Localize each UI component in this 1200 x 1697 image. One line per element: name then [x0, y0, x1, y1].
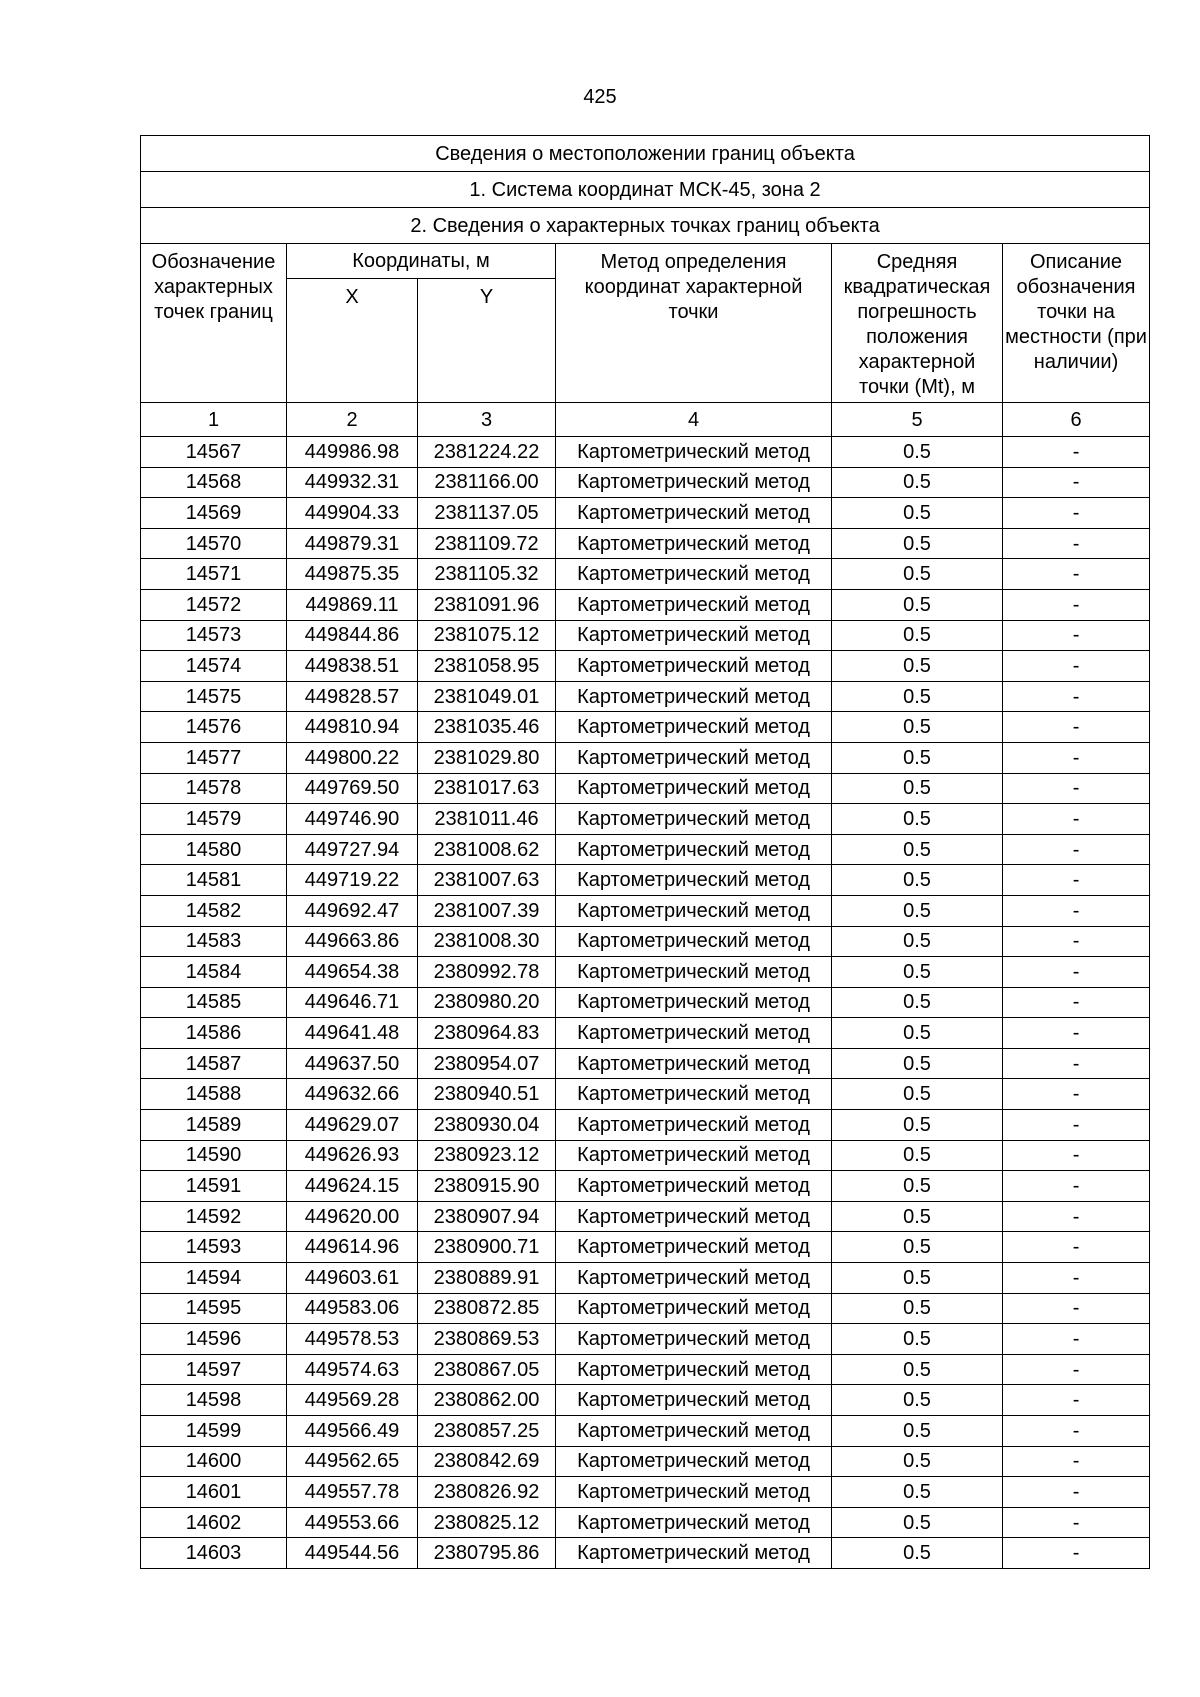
table-row: [141, 834, 1150, 865]
column-number: 3: [418, 403, 556, 437]
table-row: [141, 804, 1150, 835]
y-coordinate-cell: 2380940.51: [418, 1079, 556, 1110]
error-cell: 0.5: [832, 1232, 1003, 1263]
description-cell: -: [1003, 865, 1150, 896]
x-coordinate-cell: 449637.50: [287, 1048, 418, 1079]
description-cell: -: [1003, 926, 1150, 957]
error-cell: 0.5: [832, 1354, 1003, 1385]
y-coordinate-cell: 2380857.25: [418, 1416, 556, 1447]
method-cell: Картометрический метод: [556, 957, 832, 988]
point-id-cell: 14582: [141, 895, 287, 926]
error-cell: 0.5: [832, 804, 1003, 835]
y-coordinate-cell: 2381007.39: [418, 895, 556, 926]
method-cell: Картометрический метод: [556, 589, 832, 620]
x-coordinate-cell: 449727.94: [287, 834, 418, 865]
y-coordinate-cell: 2380964.83: [418, 1018, 556, 1049]
method-cell: Картометрический метод: [556, 681, 832, 712]
y-coordinate-cell: 2381008.62: [418, 834, 556, 865]
point-id-cell: 14600: [141, 1446, 287, 1477]
method-cell: Картометрический метод: [556, 1232, 832, 1263]
method-cell: Картометрический метод: [556, 926, 832, 957]
x-coordinate-cell: 449632.66: [287, 1079, 418, 1110]
point-id-cell: 14603: [141, 1538, 287, 1569]
error-cell: 0.5: [832, 589, 1003, 620]
table-row: [141, 926, 1150, 957]
error-cell: 0.5: [832, 1018, 1003, 1049]
method-cell: Картометрический метод: [556, 895, 832, 926]
x-coordinate-cell: 449626.93: [287, 1140, 418, 1171]
method-cell: Картометрический метод: [556, 834, 832, 865]
description-cell: -: [1003, 987, 1150, 1018]
column-number: 4: [556, 403, 832, 437]
table-row: [141, 1538, 1150, 1569]
description-cell: -: [1003, 1324, 1150, 1355]
table-title-row: [141, 136, 1150, 172]
y-coordinate-cell: 2380980.20: [418, 987, 556, 1018]
x-coordinate-cell: 449574.63: [287, 1354, 418, 1385]
error-cell: 0.5: [832, 1110, 1003, 1141]
x-coordinate-cell: 449663.86: [287, 926, 418, 957]
y-coordinate-cell: 2380825.12: [418, 1507, 556, 1538]
method-cell: Картометрический метод: [556, 1354, 832, 1385]
y-coordinate-cell: 2381017.63: [418, 773, 556, 804]
header-x: X: [287, 279, 418, 403]
error-cell: 0.5: [832, 1079, 1003, 1110]
y-coordinate-cell: 2381058.95: [418, 651, 556, 682]
error-cell: 0.5: [832, 742, 1003, 773]
method-cell: Картометрический метод: [556, 1507, 832, 1538]
method-cell: Картометрический метод: [556, 620, 832, 651]
description-cell: -: [1003, 437, 1150, 468]
table-row: [141, 1416, 1150, 1447]
error-cell: 0.5: [832, 1263, 1003, 1294]
x-coordinate-cell: 449932.31: [287, 467, 418, 498]
y-coordinate-cell: 2380915.90: [418, 1171, 556, 1202]
y-coordinate-cell: 2381109.72: [418, 528, 556, 559]
header-coordinates: Координаты, м: [287, 244, 556, 279]
method-cell: Картометрический метод: [556, 1385, 832, 1416]
description-cell: -: [1003, 742, 1150, 773]
table-row: [141, 1079, 1150, 1110]
method-cell: Картометрический метод: [556, 1416, 832, 1447]
table-row: [141, 1263, 1150, 1294]
x-coordinate-cell: 449844.86: [287, 620, 418, 651]
description-cell: -: [1003, 1354, 1150, 1385]
point-id-cell: 14592: [141, 1201, 287, 1232]
point-id-cell: 14596: [141, 1324, 287, 1355]
method-cell: Картометрический метод: [556, 1324, 832, 1355]
y-coordinate-cell: 2380867.05: [418, 1354, 556, 1385]
error-cell: 0.5: [832, 865, 1003, 896]
point-id-cell: 14575: [141, 681, 287, 712]
header-row-1: [141, 244, 1150, 279]
error-cell: 0.5: [832, 620, 1003, 651]
error-cell: 0.5: [832, 1201, 1003, 1232]
description-cell: -: [1003, 1538, 1150, 1569]
page-number: 425: [583, 86, 617, 108]
x-coordinate-cell: 449578.53: [287, 1324, 418, 1355]
point-id-cell: 14570: [141, 528, 287, 559]
header-description: Описание обозначения точки на местности (при наличии): [1003, 244, 1150, 403]
error-cell: 0.5: [832, 1385, 1003, 1416]
point-id-cell: 14581: [141, 865, 287, 896]
y-coordinate-cell: 2380862.00: [418, 1385, 556, 1416]
error-cell: 0.5: [832, 1416, 1003, 1447]
y-coordinate-cell: 2381137.05: [418, 498, 556, 529]
error-cell: 0.5: [832, 1140, 1003, 1171]
method-cell: Картометрический метод: [556, 1018, 832, 1049]
x-coordinate-cell: 449875.35: [287, 559, 418, 590]
point-id-cell: 14599: [141, 1416, 287, 1447]
description-cell: -: [1003, 1263, 1150, 1294]
x-coordinate-cell: 449838.51: [287, 651, 418, 682]
x-coordinate-cell: 449624.15: [287, 1171, 418, 1202]
error-cell: 0.5: [832, 895, 1003, 926]
x-coordinate-cell: 449746.90: [287, 804, 418, 835]
y-coordinate-cell: 2380795.86: [418, 1538, 556, 1569]
table-row: [141, 987, 1150, 1018]
error-cell: 0.5: [832, 1507, 1003, 1538]
point-id-cell: 14587: [141, 1048, 287, 1079]
description-cell: -: [1003, 1477, 1150, 1508]
point-id-cell: 14571: [141, 559, 287, 590]
description-cell: -: [1003, 1507, 1150, 1538]
point-id-cell: 14577: [141, 742, 287, 773]
x-coordinate-cell: 449646.71: [287, 987, 418, 1018]
point-id-cell: 14602: [141, 1507, 287, 1538]
point-id-cell: 14595: [141, 1293, 287, 1324]
method-cell: Картометрический метод: [556, 1201, 832, 1232]
description-cell: -: [1003, 559, 1150, 590]
table-row: [141, 1446, 1150, 1477]
description-cell: -: [1003, 895, 1150, 926]
error-cell: 0.5: [832, 1171, 1003, 1202]
y-coordinate-cell: 2381029.80: [418, 742, 556, 773]
header-method: Метод определения координат характерной точки: [556, 244, 832, 403]
method-cell: Картометрический метод: [556, 498, 832, 529]
y-coordinate-cell: 2381008.30: [418, 926, 556, 957]
table-row: [141, 559, 1150, 590]
description-cell: -: [1003, 834, 1150, 865]
description-cell: -: [1003, 651, 1150, 682]
table-row: [141, 1507, 1150, 1538]
y-coordinate-cell: 2381105.32: [418, 559, 556, 590]
error-cell: 0.5: [832, 559, 1003, 590]
point-id-cell: 14578: [141, 773, 287, 804]
point-id-cell: 14568: [141, 467, 287, 498]
error-cell: 0.5: [832, 957, 1003, 988]
error-cell: 0.5: [832, 681, 1003, 712]
column-number: 6: [1003, 403, 1150, 437]
table-row: [141, 957, 1150, 988]
point-id-cell: 14579: [141, 804, 287, 835]
point-id-cell: 14567: [141, 437, 287, 468]
description-cell: -: [1003, 620, 1150, 651]
point-id-cell: 14586: [141, 1018, 287, 1049]
point-id-cell: 14584: [141, 957, 287, 988]
table-body: [141, 136, 1150, 1569]
method-cell: Картометрический метод: [556, 651, 832, 682]
x-coordinate-cell: 449566.49: [287, 1416, 418, 1447]
error-cell: 0.5: [832, 834, 1003, 865]
table-row: [141, 498, 1150, 529]
x-coordinate-cell: 449769.50: [287, 773, 418, 804]
table-row: [141, 437, 1150, 468]
x-coordinate-cell: 449557.78: [287, 1477, 418, 1508]
y-coordinate-cell: 2381091.96: [418, 589, 556, 620]
header-error: Средняя квадратическая погрешность положения характерной точки (Mt), м: [832, 244, 1003, 403]
error-cell: 0.5: [832, 1048, 1003, 1079]
point-id-cell: 14583: [141, 926, 287, 957]
x-coordinate-cell: 449641.48: [287, 1018, 418, 1049]
error-cell: 0.5: [832, 437, 1003, 468]
table-row: [141, 651, 1150, 682]
x-coordinate-cell: 449603.61: [287, 1263, 418, 1294]
point-id-cell: 14580: [141, 834, 287, 865]
method-cell: Картометрический метод: [556, 1446, 832, 1477]
description-cell: -: [1003, 1446, 1150, 1477]
description-cell: -: [1003, 681, 1150, 712]
method-cell: Картометрический метод: [556, 467, 832, 498]
x-coordinate-cell: 449810.94: [287, 712, 418, 743]
coordinate-system-row: [141, 172, 1150, 208]
table-row: [141, 1232, 1150, 1263]
description-cell: -: [1003, 1079, 1150, 1110]
y-coordinate-cell: 2380869.53: [418, 1324, 556, 1355]
y-coordinate-cell: 2380826.92: [418, 1477, 556, 1508]
error-cell: 0.5: [832, 926, 1003, 957]
error-cell: 0.5: [832, 773, 1003, 804]
x-coordinate-cell: 449544.56: [287, 1538, 418, 1569]
x-coordinate-cell: 449869.11: [287, 589, 418, 620]
method-cell: Картометрический метод: [556, 1048, 832, 1079]
y-coordinate-cell: 2380954.07: [418, 1048, 556, 1079]
y-coordinate-cell: 2381166.00: [418, 467, 556, 498]
y-coordinate-cell: 2380889.91: [418, 1263, 556, 1294]
error-cell: 0.5: [832, 1446, 1003, 1477]
points-info-row: [141, 208, 1150, 244]
table-row: [141, 1048, 1150, 1079]
point-id-cell: 14589: [141, 1110, 287, 1141]
method-cell: Картометрический метод: [556, 528, 832, 559]
point-id-cell: 14573: [141, 620, 287, 651]
description-cell: -: [1003, 1232, 1150, 1263]
table-row: [141, 1477, 1150, 1508]
table-row: [141, 865, 1150, 896]
y-coordinate-cell: 2381035.46: [418, 712, 556, 743]
description-cell: -: [1003, 467, 1150, 498]
table-row: [141, 1201, 1150, 1232]
error-cell: 0.5: [832, 651, 1003, 682]
error-cell: 0.5: [832, 1293, 1003, 1324]
method-cell: Картометрический метод: [556, 1477, 832, 1508]
method-cell: Картометрический метод: [556, 437, 832, 468]
method-cell: Картометрический метод: [556, 559, 832, 590]
table-row: [141, 528, 1150, 559]
point-id-cell: 14591: [141, 1171, 287, 1202]
method-cell: Картометрический метод: [556, 1538, 832, 1569]
y-coordinate-cell: 2381049.01: [418, 681, 556, 712]
header-y: Y: [418, 279, 556, 403]
description-cell: -: [1003, 773, 1150, 804]
error-cell: 0.5: [832, 1324, 1003, 1355]
y-coordinate-cell: 2380923.12: [418, 1140, 556, 1171]
table-row: [141, 589, 1150, 620]
y-coordinate-cell: 2380907.94: [418, 1201, 556, 1232]
point-id-cell: 14585: [141, 987, 287, 1018]
column-number: 1: [141, 403, 287, 437]
error-cell: 0.5: [832, 498, 1003, 529]
table-row: [141, 1140, 1150, 1171]
point-id-cell: 14588: [141, 1079, 287, 1110]
table-row: [141, 1171, 1150, 1202]
method-cell: Картометрический метод: [556, 804, 832, 835]
table-row: [141, 1110, 1150, 1141]
method-cell: Картометрический метод: [556, 1293, 832, 1324]
error-cell: 0.5: [832, 528, 1003, 559]
description-cell: -: [1003, 1018, 1150, 1049]
point-id-cell: 14572: [141, 589, 287, 620]
x-coordinate-cell: 449583.06: [287, 1293, 418, 1324]
x-coordinate-cell: 449553.66: [287, 1507, 418, 1538]
method-cell: Картометрический метод: [556, 773, 832, 804]
header-point-designation: Обозначение характерных точек границ: [141, 244, 287, 403]
point-id-cell: 14598: [141, 1385, 287, 1416]
column-numbers-row: [141, 403, 1150, 437]
x-coordinate-cell: 449904.33: [287, 498, 418, 529]
y-coordinate-cell: 2381007.63: [418, 865, 556, 896]
column-number: 5: [832, 403, 1003, 437]
table-row: [141, 773, 1150, 804]
x-coordinate-cell: 449719.22: [287, 865, 418, 896]
table-title: Сведения о местоположении границ объекта: [141, 136, 1150, 172]
table-row: [141, 1293, 1150, 1324]
method-cell: Картометрический метод: [556, 987, 832, 1018]
x-coordinate-cell: 449654.38: [287, 957, 418, 988]
description-cell: -: [1003, 1171, 1150, 1202]
x-coordinate-cell: 449614.96: [287, 1232, 418, 1263]
description-cell: -: [1003, 1140, 1150, 1171]
point-id-cell: 14576: [141, 712, 287, 743]
y-coordinate-cell: 2380930.04: [418, 1110, 556, 1141]
method-cell: Картометрический метод: [556, 1079, 832, 1110]
y-coordinate-cell: 2381011.46: [418, 804, 556, 835]
y-coordinate-cell: 2380842.69: [418, 1446, 556, 1477]
table-row: [141, 742, 1150, 773]
description-cell: -: [1003, 1048, 1150, 1079]
method-cell: Картометрический метод: [556, 1263, 832, 1294]
description-cell: -: [1003, 957, 1150, 988]
description-cell: -: [1003, 528, 1150, 559]
method-cell: Картометрический метод: [556, 742, 832, 773]
description-cell: -: [1003, 498, 1150, 529]
method-cell: Картометрический метод: [556, 1140, 832, 1171]
x-coordinate-cell: 449986.98: [287, 437, 418, 468]
table-row: [141, 1354, 1150, 1385]
description-cell: -: [1003, 1416, 1150, 1447]
x-coordinate-cell: 449620.00: [287, 1201, 418, 1232]
method-cell: Картометрический метод: [556, 1171, 832, 1202]
description-cell: -: [1003, 1385, 1150, 1416]
table-row: [141, 620, 1150, 651]
method-cell: Картометрический метод: [556, 712, 832, 743]
y-coordinate-cell: 2381075.12: [418, 620, 556, 651]
error-cell: 0.5: [832, 987, 1003, 1018]
point-id-cell: 14597: [141, 1354, 287, 1385]
coordinate-system: 1. Система координат МСК-45, зона 2: [141, 172, 1150, 208]
coordinates-table: [140, 135, 1150, 1569]
table-row: [141, 467, 1150, 498]
x-coordinate-cell: 449629.07: [287, 1110, 418, 1141]
error-cell: 0.5: [832, 1538, 1003, 1569]
table-row: [141, 712, 1150, 743]
table-row: [141, 1324, 1150, 1355]
table-row: [141, 1018, 1150, 1049]
x-coordinate-cell: 449562.65: [287, 1446, 418, 1477]
table-row: [141, 681, 1150, 712]
description-cell: -: [1003, 589, 1150, 620]
y-coordinate-cell: 2381224.22: [418, 437, 556, 468]
method-cell: Картометрический метод: [556, 1110, 832, 1141]
error-cell: 0.5: [832, 467, 1003, 498]
table-row: [141, 1385, 1150, 1416]
y-coordinate-cell: 2380900.71: [418, 1232, 556, 1263]
y-coordinate-cell: 2380992.78: [418, 957, 556, 988]
method-cell: Картометрический метод: [556, 865, 832, 896]
x-coordinate-cell: 449800.22: [287, 742, 418, 773]
description-cell: -: [1003, 1110, 1150, 1141]
point-id-cell: 14569: [141, 498, 287, 529]
points-info-title: 2. Сведения о характерных точках границ объекта: [141, 208, 1150, 244]
point-id-cell: 14574: [141, 651, 287, 682]
x-coordinate-cell: 449569.28: [287, 1385, 418, 1416]
error-cell: 0.5: [832, 1477, 1003, 1508]
point-id-cell: 14594: [141, 1263, 287, 1294]
description-cell: -: [1003, 1201, 1150, 1232]
point-id-cell: 14593: [141, 1232, 287, 1263]
y-coordinate-cell: 2380872.85: [418, 1293, 556, 1324]
column-number: 2: [287, 403, 418, 437]
description-cell: -: [1003, 712, 1150, 743]
error-cell: 0.5: [832, 712, 1003, 743]
table-row: [141, 895, 1150, 926]
point-id-cell: 14601: [141, 1477, 287, 1508]
point-id-cell: 14590: [141, 1140, 287, 1171]
x-coordinate-cell: 449692.47: [287, 895, 418, 926]
description-cell: -: [1003, 804, 1150, 835]
x-coordinate-cell: 449828.57: [287, 681, 418, 712]
x-coordinate-cell: 449879.31: [287, 528, 418, 559]
description-cell: -: [1003, 1293, 1150, 1324]
